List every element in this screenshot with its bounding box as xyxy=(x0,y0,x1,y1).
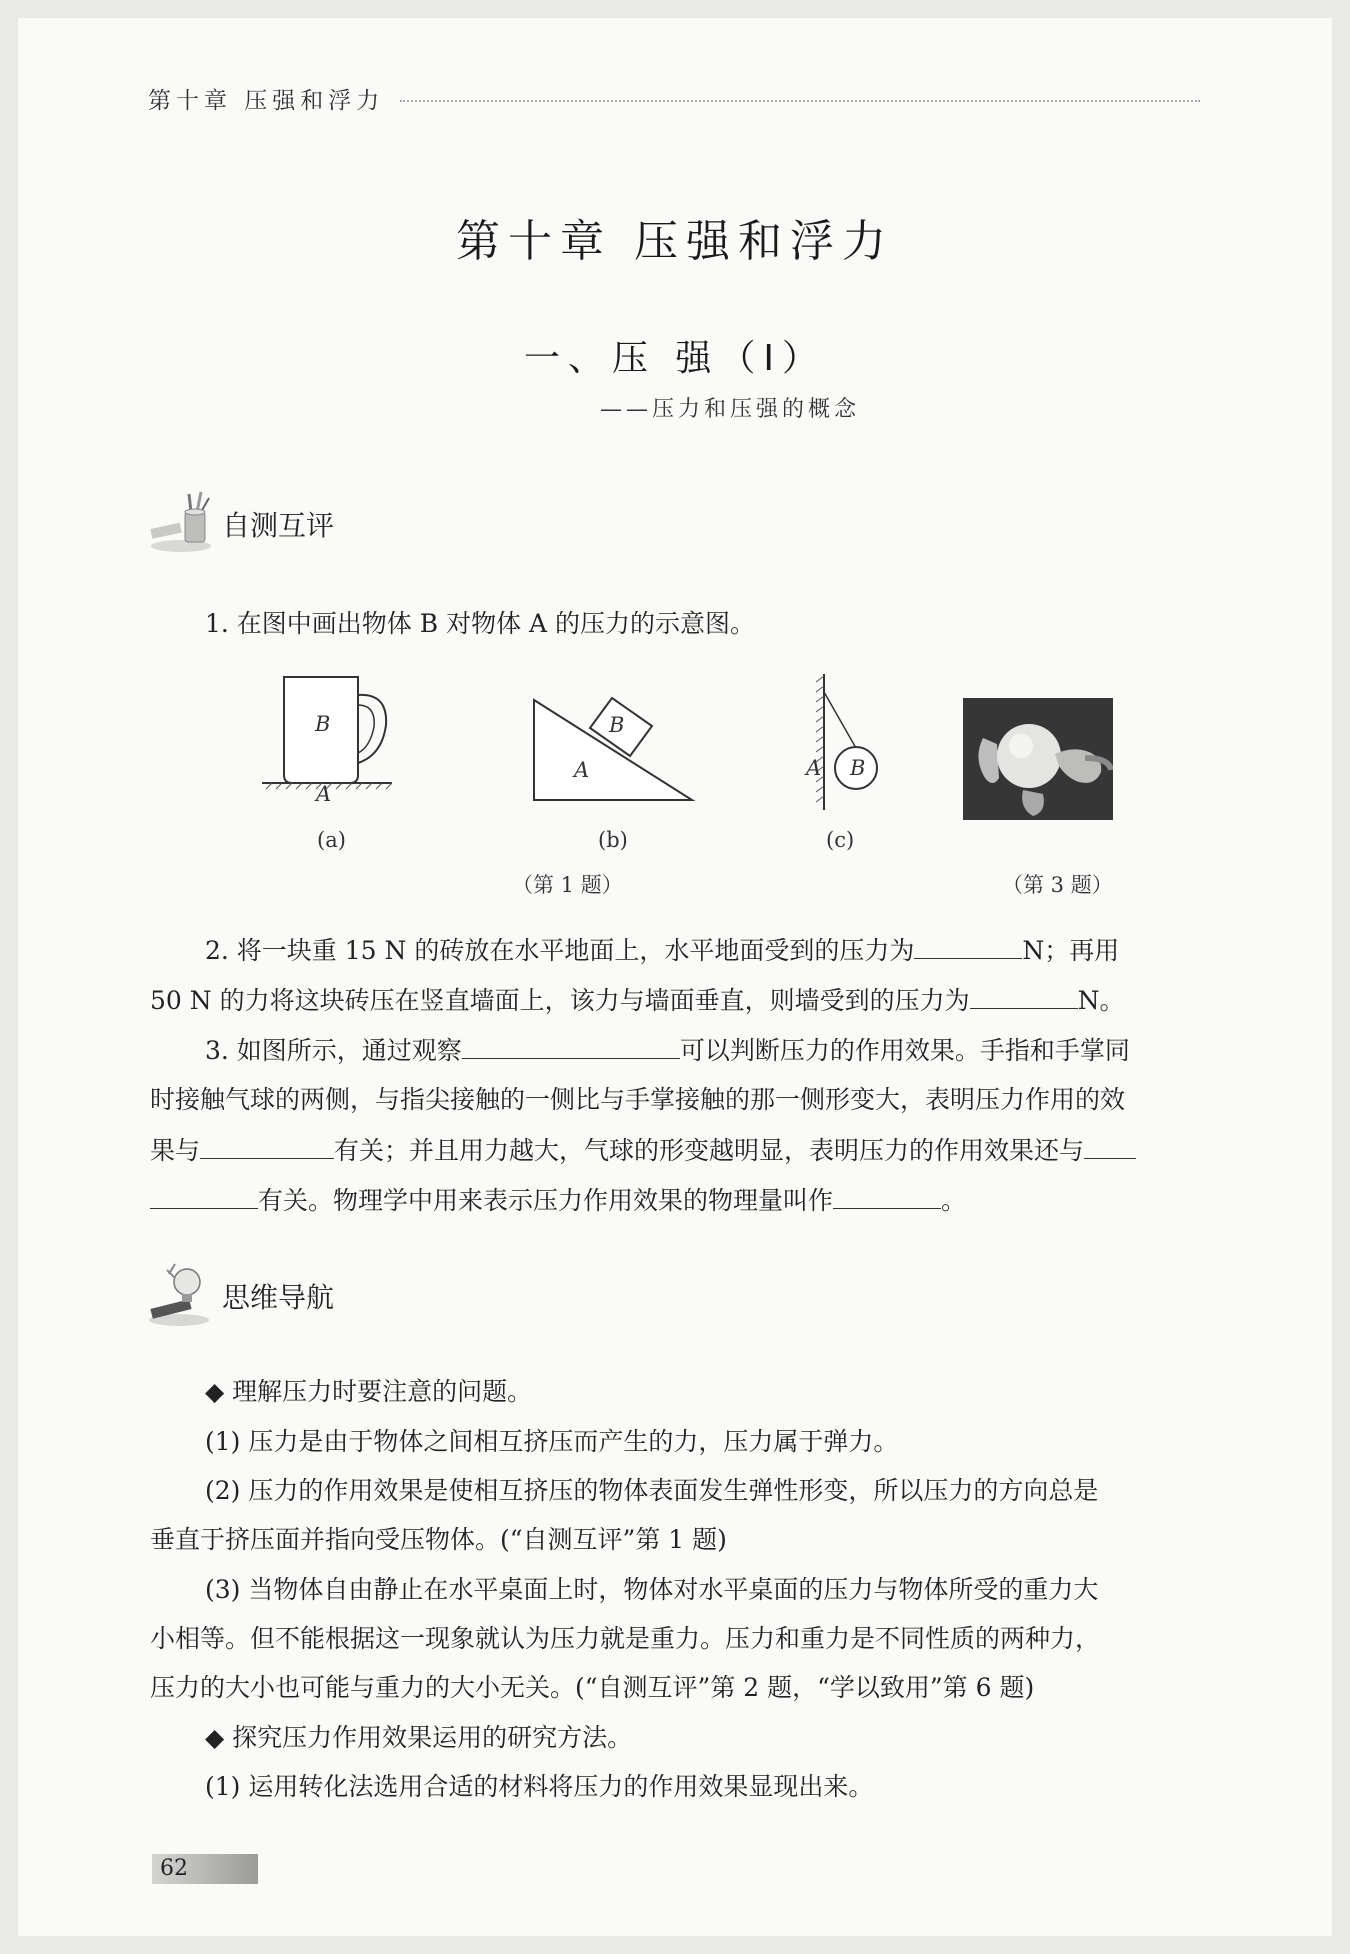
guide-point-2: ◆ 探究压力作用效果运用的研究方法。 xyxy=(205,1723,633,1752)
guide-item-1: (1) 压力是由于物体之间相互挤压而产生的力，压力属于弹力。 xyxy=(205,1427,899,1456)
answer-blank-5[interactable] xyxy=(1084,1134,1136,1159)
q2-text-b: N；再用 xyxy=(1022,936,1120,965)
label-a-wall: A xyxy=(806,756,822,780)
figure-c-wall-ball xyxy=(812,672,892,812)
question-3-line-4 xyxy=(150,1184,966,1217)
page-number: 62 xyxy=(160,1856,188,1881)
heading-label: 自测互评 xyxy=(222,509,335,542)
section-title: 一、压 强（Ⅰ） xyxy=(523,338,827,379)
q3-text-f: 。 xyxy=(941,1186,967,1215)
question-2-line-1 xyxy=(205,934,1119,967)
label-b-cup: B xyxy=(315,712,331,736)
header-rule xyxy=(400,100,1200,102)
question-3-line-1 xyxy=(205,1034,1130,1067)
question-3-line-2: 时接触气球的两侧，与指尖接触的一侧比与手掌接触的那一侧形变大，表明压力作用的效 xyxy=(150,1085,1126,1114)
heading-label: 思维导航 xyxy=(222,1281,335,1314)
label-a-table: A xyxy=(316,782,332,806)
label-b-block: B xyxy=(609,713,625,737)
guide-item-2-line-2: 垂直于挤压面并指向受压物体。(“自测互评”第 1 题) xyxy=(150,1525,727,1554)
q3-text-b: 可以判断压力的作用效果。手指和手掌同 xyxy=(679,1036,1130,1065)
lightbulb-book-icon xyxy=(145,1260,217,1330)
caption-b: (b) xyxy=(598,828,628,852)
chapter-title: 第十章 压强和浮力 xyxy=(456,216,894,267)
answer-blank-3[interactable] xyxy=(462,1034,680,1059)
question-2-line-2 xyxy=(150,984,1124,1017)
guide-item-3-line-1: (3) 当物体自由静止在水平桌面上时，物体对水平桌面的压力与物体所受的重力大 xyxy=(205,1575,1099,1604)
guide-item-3-line-2: 小相等。但不能根据这一现象就认为压力就是重力。压力和重力是不同性质的两种力， xyxy=(150,1624,1101,1653)
q3-text-d: 有关；并且用力越大，气球的形变越明显，表明压力的作用效果还与 xyxy=(334,1136,1085,1165)
guide-item-2-line-1: (2) 压力的作用效果是使相互挤压的物体表面发生弹性形变，所以压力的方向总是 xyxy=(205,1476,1099,1505)
figure-b-incline xyxy=(530,692,700,804)
q3-text-a: 3. 如图所示，通过观察 xyxy=(205,1036,462,1065)
answer-blank-5-cont[interactable] xyxy=(150,1184,258,1209)
caption-question-3: （第 3 题） xyxy=(1002,873,1113,897)
label-a-incline: A xyxy=(574,758,590,782)
guide-point-1: ◆ 理解压力时要注意的问题。 xyxy=(205,1377,533,1406)
q2-text-d: N。 xyxy=(1077,986,1125,1015)
balloon-photo xyxy=(963,698,1113,820)
question-1: 1. 在图中画出物体 B 对物体 A 的压力的示意图。 xyxy=(205,609,756,638)
q2-text-c: 50 N 的力将这块砖压在竖直墙面上，该力与墙面垂直，则墙受到的压力为 xyxy=(150,986,970,1015)
q3-text-e: 有关。物理学中用来表示压力作用效果的物理量叫作 xyxy=(258,1186,834,1215)
caption-question-1: （第 1 题） xyxy=(512,873,623,897)
guide-item-4: (1) 运用转化法选用合适的材料将压力的作用效果显现出来。 xyxy=(205,1772,874,1801)
question-3-line-3 xyxy=(150,1134,1136,1167)
answer-blank-2[interactable] xyxy=(970,984,1078,1009)
label-b-ball: B xyxy=(850,756,866,780)
guide-item-3-line-3: 压力的大小也可能与重力的大小无关。(“自测互评”第 2 题，“学以致用”第 6 题) xyxy=(150,1673,1035,1702)
running-header: 第十章 压强和浮力 xyxy=(148,88,385,114)
figure-a-cup xyxy=(262,675,402,810)
answer-blank-1[interactable] xyxy=(914,934,1022,959)
section-subtitle: ——压力和压强的概念 xyxy=(600,397,861,422)
answer-blank-4[interactable] xyxy=(200,1134,334,1159)
pencil-cup-icon xyxy=(145,488,217,558)
caption-c: (c) xyxy=(826,828,855,852)
caption-a: (a) xyxy=(317,828,346,852)
answer-blank-6[interactable] xyxy=(833,1184,941,1209)
q3-text-c: 果与 xyxy=(150,1136,201,1165)
q2-text-a: 2. 将一块重 15 N 的砖放在水平地面上，水平地面受到的压力为 xyxy=(205,936,915,965)
